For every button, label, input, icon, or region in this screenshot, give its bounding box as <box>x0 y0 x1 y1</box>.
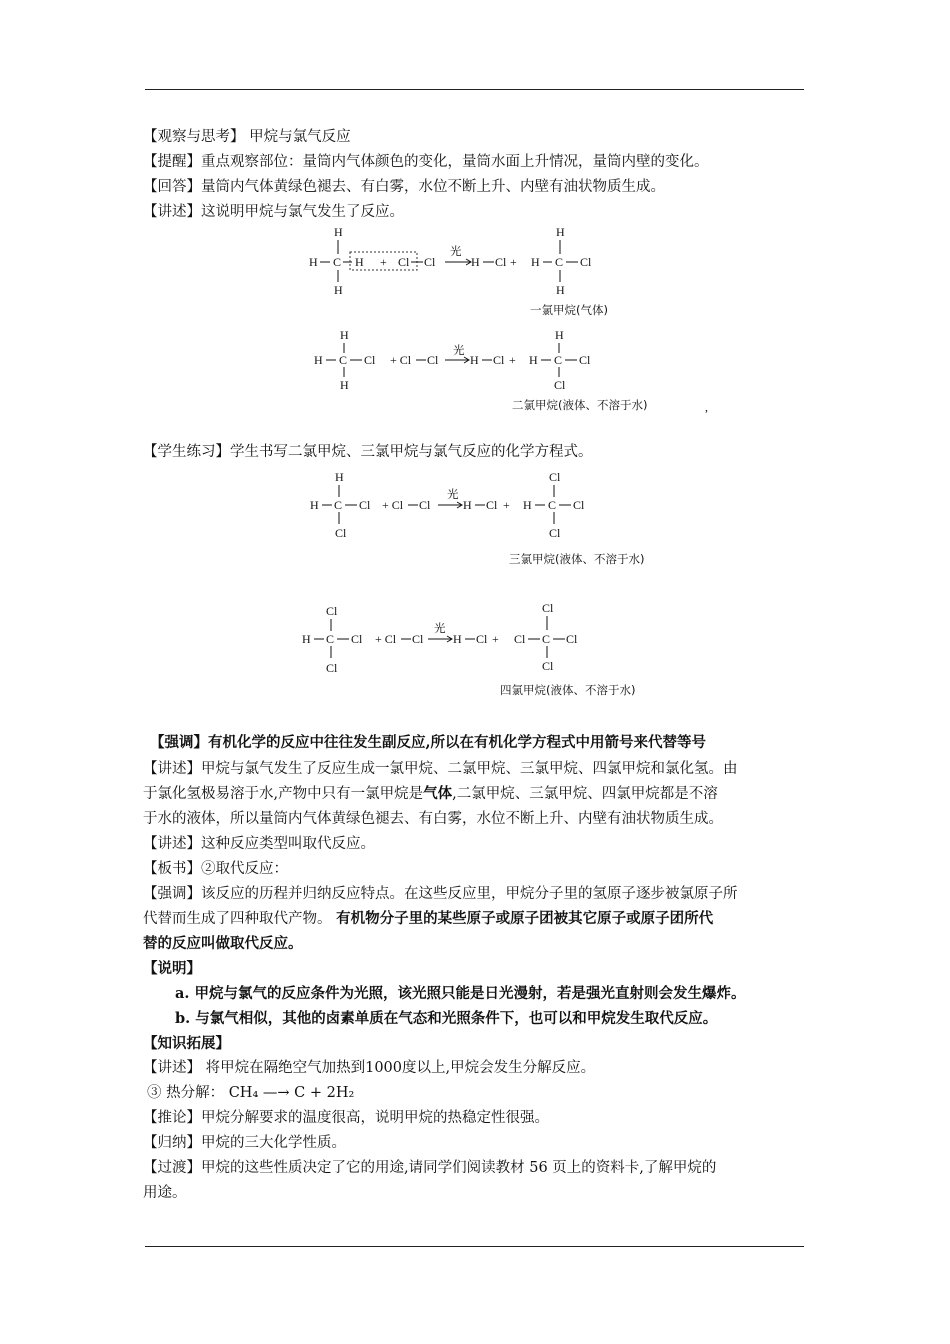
paragraph-transition-a: 【过渡】甲烷的这些性质决定了它的用途,请同学们阅读教材 56 页上的资料卡,了解甲烷的 <box>143 1160 717 1176</box>
svg-text:H: H <box>523 498 532 512</box>
paragraph-emphasis-1: 【强调】有机化学的反应中往往发生副反应,所以在有机化学方程式中用箭号来代替等号 <box>150 734 707 751</box>
svg-text:H: H <box>531 255 540 269</box>
paragraph-remind: 【提醒】重点观察部位：量筒内气体颜色的变化，量筒水面上升情况，量筒内壁的变化。 <box>143 154 709 170</box>
svg-text:Cl: Cl <box>326 661 338 675</box>
svg-text:H: H <box>302 632 311 646</box>
svg-text:Cl: Cl <box>351 632 363 646</box>
svg-text:Cl: Cl <box>549 470 561 484</box>
svg-text:+: + <box>509 353 516 367</box>
paragraph-emphasis-2b: 代替而生成了四种取代产物。 有机物分子里的某些原子或原子团被其它原子或原子团所代 <box>143 910 714 927</box>
svg-text:Cl: Cl <box>542 659 554 673</box>
svg-text:C: C <box>542 632 551 646</box>
paragraph-summary: 【归纳】甲烷的三大化学性质。 <box>143 1135 346 1151</box>
paragraph-narrate-2a: 【讲述】甲烷与氯气发生了反应生成一氯甲烷、二氯甲烷、三氯甲烷、四氯甲烷和氯化氢。由 <box>143 761 738 777</box>
svg-text:+: + <box>503 498 510 512</box>
svg-text:Cl: Cl <box>424 255 436 269</box>
svg-text:三氯甲烷(液体、不溶于水): 三氯甲烷(液体、不溶于水) <box>509 552 645 566</box>
svg-text:Cl: Cl <box>554 378 566 392</box>
svg-text:光: 光 <box>447 487 459 501</box>
svg-text:Cl: Cl <box>549 526 561 540</box>
header-rule <box>145 89 804 90</box>
paragraph-emphasis-2c: 替的反应叫做取代反应。 <box>143 935 303 952</box>
svg-text:Cl: Cl <box>427 353 439 367</box>
svg-text:H: H <box>340 378 349 392</box>
paragraph-transition-b: 用途。 <box>143 1185 187 1201</box>
svg-text:H: H <box>556 283 565 297</box>
svg-text:Cl: Cl <box>542 601 554 615</box>
svg-text:C: C <box>555 255 564 269</box>
svg-text:+ Cl: + Cl <box>390 353 412 367</box>
svg-text:H: H <box>334 283 343 297</box>
paragraph-decomposition: ③ 热分解： CH₄ —→ C + 2H₂ <box>147 1085 355 1101</box>
footer-rule <box>145 1246 804 1247</box>
paragraph-narrate-4: 【讲述】 将甲烷在隔绝空气加热到1000度以上,甲烷会发生分解反应。 <box>143 1060 596 1076</box>
svg-text:H: H <box>556 225 565 239</box>
svg-text:H: H <box>470 353 479 367</box>
svg-text:四氯甲烷(液体、不溶于水): 四氯甲烷(液体、不溶于水) <box>500 683 636 697</box>
paragraph-narrate-3: 【讲述】这种反应类型叫取代反应。 <box>143 836 375 852</box>
paragraph-board: 【板书】②取代反应： <box>143 861 288 877</box>
svg-text:H: H <box>309 255 318 269</box>
svg-text:,: , <box>705 400 708 414</box>
svg-text:Cl: Cl <box>579 353 591 367</box>
paragraph-explain-b: b. 与氯气相似，其他的卤素单质在气态和光照条件下，也可以和甲烷发生取代反应。 <box>175 1010 718 1027</box>
svg-text:C: C <box>334 498 343 512</box>
svg-text:H: H <box>310 498 319 512</box>
svg-text:C: C <box>326 632 335 646</box>
paragraph-explain-label: 【说明】 <box>143 960 201 977</box>
svg-text:H: H <box>355 255 364 269</box>
svg-text:Cl: Cl <box>476 632 488 646</box>
svg-text:Cl: Cl <box>573 498 585 512</box>
svg-text:H: H <box>314 353 323 367</box>
svg-text:H: H <box>463 498 472 512</box>
svg-text:Cl: Cl <box>486 498 498 512</box>
svg-text:H: H <box>335 470 344 484</box>
reaction-dichloromethane <box>305 325 725 420</box>
reaction-chloromethane <box>300 222 660 322</box>
svg-text:Cl: Cl <box>419 498 431 512</box>
svg-text:+: + <box>492 632 499 646</box>
svg-text:Cl: Cl <box>566 632 578 646</box>
svg-text:Cl: Cl <box>326 604 338 618</box>
svg-text:H: H <box>555 328 564 342</box>
paragraph-answer: 【回答】量筒内气体黄绿色褪去、有白雾，水位不断上升、内壁有油状物质生成。 <box>143 179 665 195</box>
svg-text:+ Cl: + Cl <box>375 632 397 646</box>
svg-text:C: C <box>548 498 557 512</box>
svg-text:H: H <box>453 632 462 646</box>
svg-text:光: 光 <box>450 244 462 258</box>
reaction-tetrachloromethane <box>298 598 718 703</box>
svg-text:Cl: Cl <box>412 632 424 646</box>
svg-text:二氯甲烷(液体、不溶于水): 二氯甲烷(液体、不溶于水) <box>512 398 648 412</box>
svg-text:Cl: Cl <box>580 255 592 269</box>
paragraph-explain-a: a. 甲烷与氯气的反应条件为光照，该光照只能是日光漫射，若是强光直射则会发生爆炸。 <box>175 985 746 1002</box>
paragraph-narrate-1: 【讲述】这说明甲烷与氯气发生了反应。 <box>143 204 404 220</box>
paragraph-observe: 【观察与思考】 甲烷与氯气反应 <box>143 129 351 145</box>
reaction-trichloromethane <box>305 467 725 567</box>
svg-text:Cl: Cl <box>364 353 376 367</box>
svg-text:+ Cl: + Cl <box>382 498 404 512</box>
svg-text:Cl: Cl <box>495 255 507 269</box>
svg-text:H: H <box>340 328 349 342</box>
paragraph-narrate-2c: 于水的液体，所以量筒内气体黄绿色褪去、有白雾，水位不断上升、内壁有油状物质生成。 <box>143 811 723 827</box>
svg-text:H: H <box>471 255 480 269</box>
svg-text:Cl: Cl <box>398 255 410 269</box>
svg-text:C: C <box>554 353 563 367</box>
svg-text:C: C <box>339 353 348 367</box>
svg-text:C: C <box>333 255 342 269</box>
paragraph-narrate-2b: 于氯化氢极易溶于水,产物中只有一氯甲烷是气体,二氯甲烷、三氯甲烷、四氯甲烷都是不溶 <box>143 785 718 802</box>
paragraph-practice: 【学生练习】学生书写二氯甲烷、三氯甲烷与氯气反应的化学方程式。 <box>143 444 593 460</box>
svg-text:+: + <box>380 255 387 269</box>
svg-text:Cl: Cl <box>335 526 347 540</box>
svg-text:+: + <box>510 255 517 269</box>
svg-text:Cl: Cl <box>359 498 371 512</box>
svg-text:一氯甲烷(气体): 一氯甲烷(气体) <box>530 303 608 317</box>
svg-text:光: 光 <box>453 343 465 357</box>
svg-text:Cl: Cl <box>493 353 505 367</box>
paragraph-extension-label: 【知识拓展】 <box>143 1035 230 1052</box>
paragraph-inference: 【推论】甲烷分解要求的温度很高，说明甲烷的热稳定性很强。 <box>143 1110 549 1126</box>
svg-text:H: H <box>334 225 343 239</box>
svg-text:H: H <box>529 353 538 367</box>
svg-text:光: 光 <box>434 621 446 635</box>
paragraph-emphasis-2a: 【强调】该反应的历程并归纳反应特点。在这些反应里，甲烷分子里的氢原子逐步被氯原子所 <box>143 886 738 902</box>
svg-text:Cl: Cl <box>514 632 526 646</box>
